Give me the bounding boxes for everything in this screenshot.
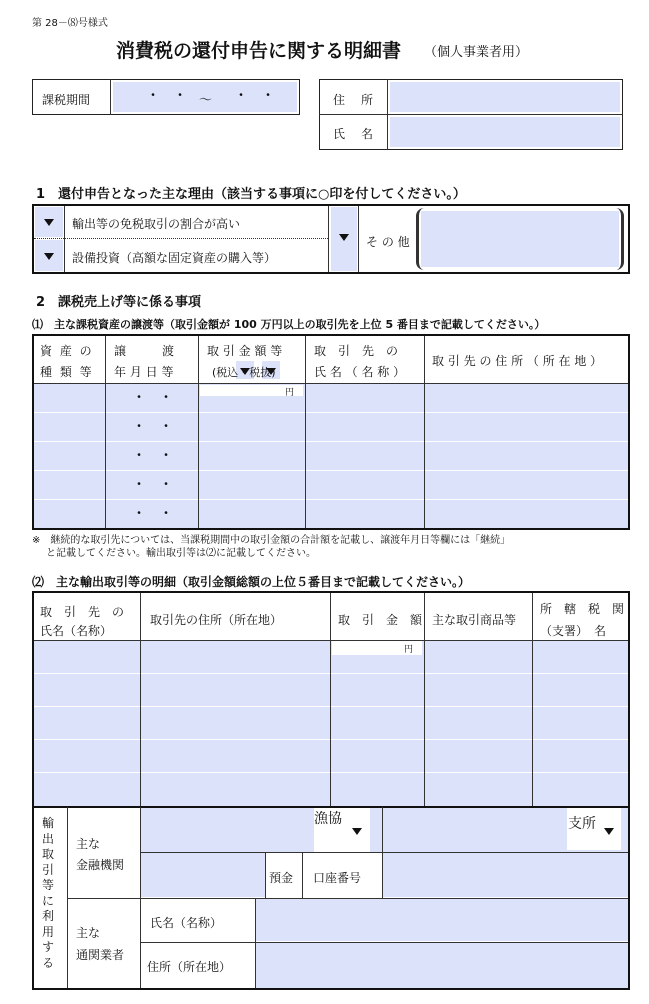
t2-col1-header-a: 取 引 先 の bbox=[40, 605, 125, 619]
bank-label-b: 金融機関 bbox=[76, 858, 125, 872]
broker-name-label: 氏名（名称） bbox=[150, 916, 223, 930]
chevron-down-icon bbox=[44, 219, 54, 226]
bank-name-input[interactable] bbox=[141, 808, 628, 852]
address-input[interactable] bbox=[390, 82, 620, 112]
broker-address-label: 住所（所在地） bbox=[147, 960, 232, 974]
yen-unit: 円 bbox=[285, 388, 295, 398]
t2-col5-header-a: 所 轄 税 関 bbox=[540, 602, 625, 616]
bank-label-a: 主な bbox=[76, 837, 101, 851]
address-label: 住 所 bbox=[333, 93, 376, 107]
t2-col5-header-b: （支署） 名 bbox=[540, 624, 607, 638]
chevron-down-icon[interactable] bbox=[352, 828, 362, 835]
note-line-1: ※ 継続的な取引先については、当課税期間中の取引金額の合計額を記載し、譲渡年月日等欄には「継続」 bbox=[32, 535, 511, 546]
t1-col3-header-b: (税込・税抜) bbox=[212, 366, 276, 379]
t1-col5-header: 取 引 先 の 住 所 （ 所 在 地 ） bbox=[432, 354, 603, 368]
broker-name-input[interactable] bbox=[256, 899, 628, 941]
t1-col3-header-a: 取 引 金 額 等 bbox=[207, 344, 283, 358]
gyokyo-label: 漁協 bbox=[314, 811, 342, 827]
chevron-down-icon bbox=[339, 234, 349, 241]
shisho-label: 支所 bbox=[568, 816, 596, 832]
t1-col4-header-a: 取 引 先 の bbox=[314, 344, 399, 358]
t1-col1-header-a: 資 産 の bbox=[40, 344, 94, 358]
account-number-input[interactable] bbox=[383, 853, 628, 897]
page-title: 消費税の還付申告に関する明細書 bbox=[116, 40, 402, 62]
note-line-2: と記載してください。輸出取引等は⑵に記載してください。 bbox=[46, 548, 316, 559]
account-number-label: 口座番号 bbox=[313, 871, 362, 885]
deposit-type-input[interactable] bbox=[141, 853, 265, 897]
t1-col4-header-b: 氏 名 （ 名 称 ） bbox=[314, 365, 406, 379]
sub1-title: ⑴ 主な課税資産の譲渡等（取引金額が 100 万円以上の取引先を上位 5 番目まで記載してください。） bbox=[32, 318, 546, 331]
broker-address-input[interactable] bbox=[256, 943, 628, 988]
section2-title: 2 課税売上げ等に係る事項 bbox=[36, 295, 202, 310]
chevron-down-icon bbox=[266, 368, 276, 375]
t1-col2-header-b: 年 月 日 等 bbox=[114, 365, 174, 379]
vertical-label-export: 輸 出 取 引 等 に 利 用 す る bbox=[41, 816, 54, 970]
t2-col4-header: 主な取引商品等 bbox=[432, 613, 517, 627]
page-subtitle: （個人事業者用） bbox=[424, 45, 529, 60]
sub2-title: ⑵ 主な輸出取引等の明細（取引金額総額の上位５番目まで記載してください。） bbox=[32, 575, 471, 589]
reason2-label: 設備投資（高額な固定資産の購入等） bbox=[72, 251, 277, 265]
section1-title: 1 還付申告となった主な理由（該当する事項に○印を付してください。） bbox=[36, 187, 466, 202]
name-label: 氏 名 bbox=[333, 127, 376, 141]
broker-label-b: 通関業者 bbox=[76, 948, 125, 962]
chevron-down-icon bbox=[240, 368, 250, 375]
chevron-down-icon[interactable] bbox=[604, 828, 614, 835]
t2-col2-header: 取引先の住所（所在地） bbox=[150, 613, 283, 627]
deposit-label: 預金 bbox=[269, 871, 294, 885]
reason1-label: 輸出等の免税取引の割合が高い bbox=[72, 217, 241, 231]
broker-label-a: 主な bbox=[76, 926, 101, 940]
t2-col1-header-b: 氏名（名称） bbox=[40, 624, 113, 638]
other-reason-input[interactable] bbox=[421, 211, 619, 267]
chevron-down-icon bbox=[44, 253, 54, 260]
t2-col3-header: 取 引 金 額 bbox=[338, 613, 423, 627]
period-tilde: ～ bbox=[199, 93, 213, 108]
t1-col1-header-b: 種 類 等 bbox=[40, 365, 94, 379]
other-label: そ の 他 bbox=[366, 235, 410, 249]
name-input[interactable] bbox=[390, 117, 620, 147]
form-number: 第 28－⑻号様式 bbox=[32, 18, 108, 29]
tax-period-label: 課税期間 bbox=[42, 93, 91, 107]
yen-unit: 円 bbox=[404, 645, 414, 655]
t1-col2-header-a: 譲 渡 bbox=[114, 344, 175, 358]
